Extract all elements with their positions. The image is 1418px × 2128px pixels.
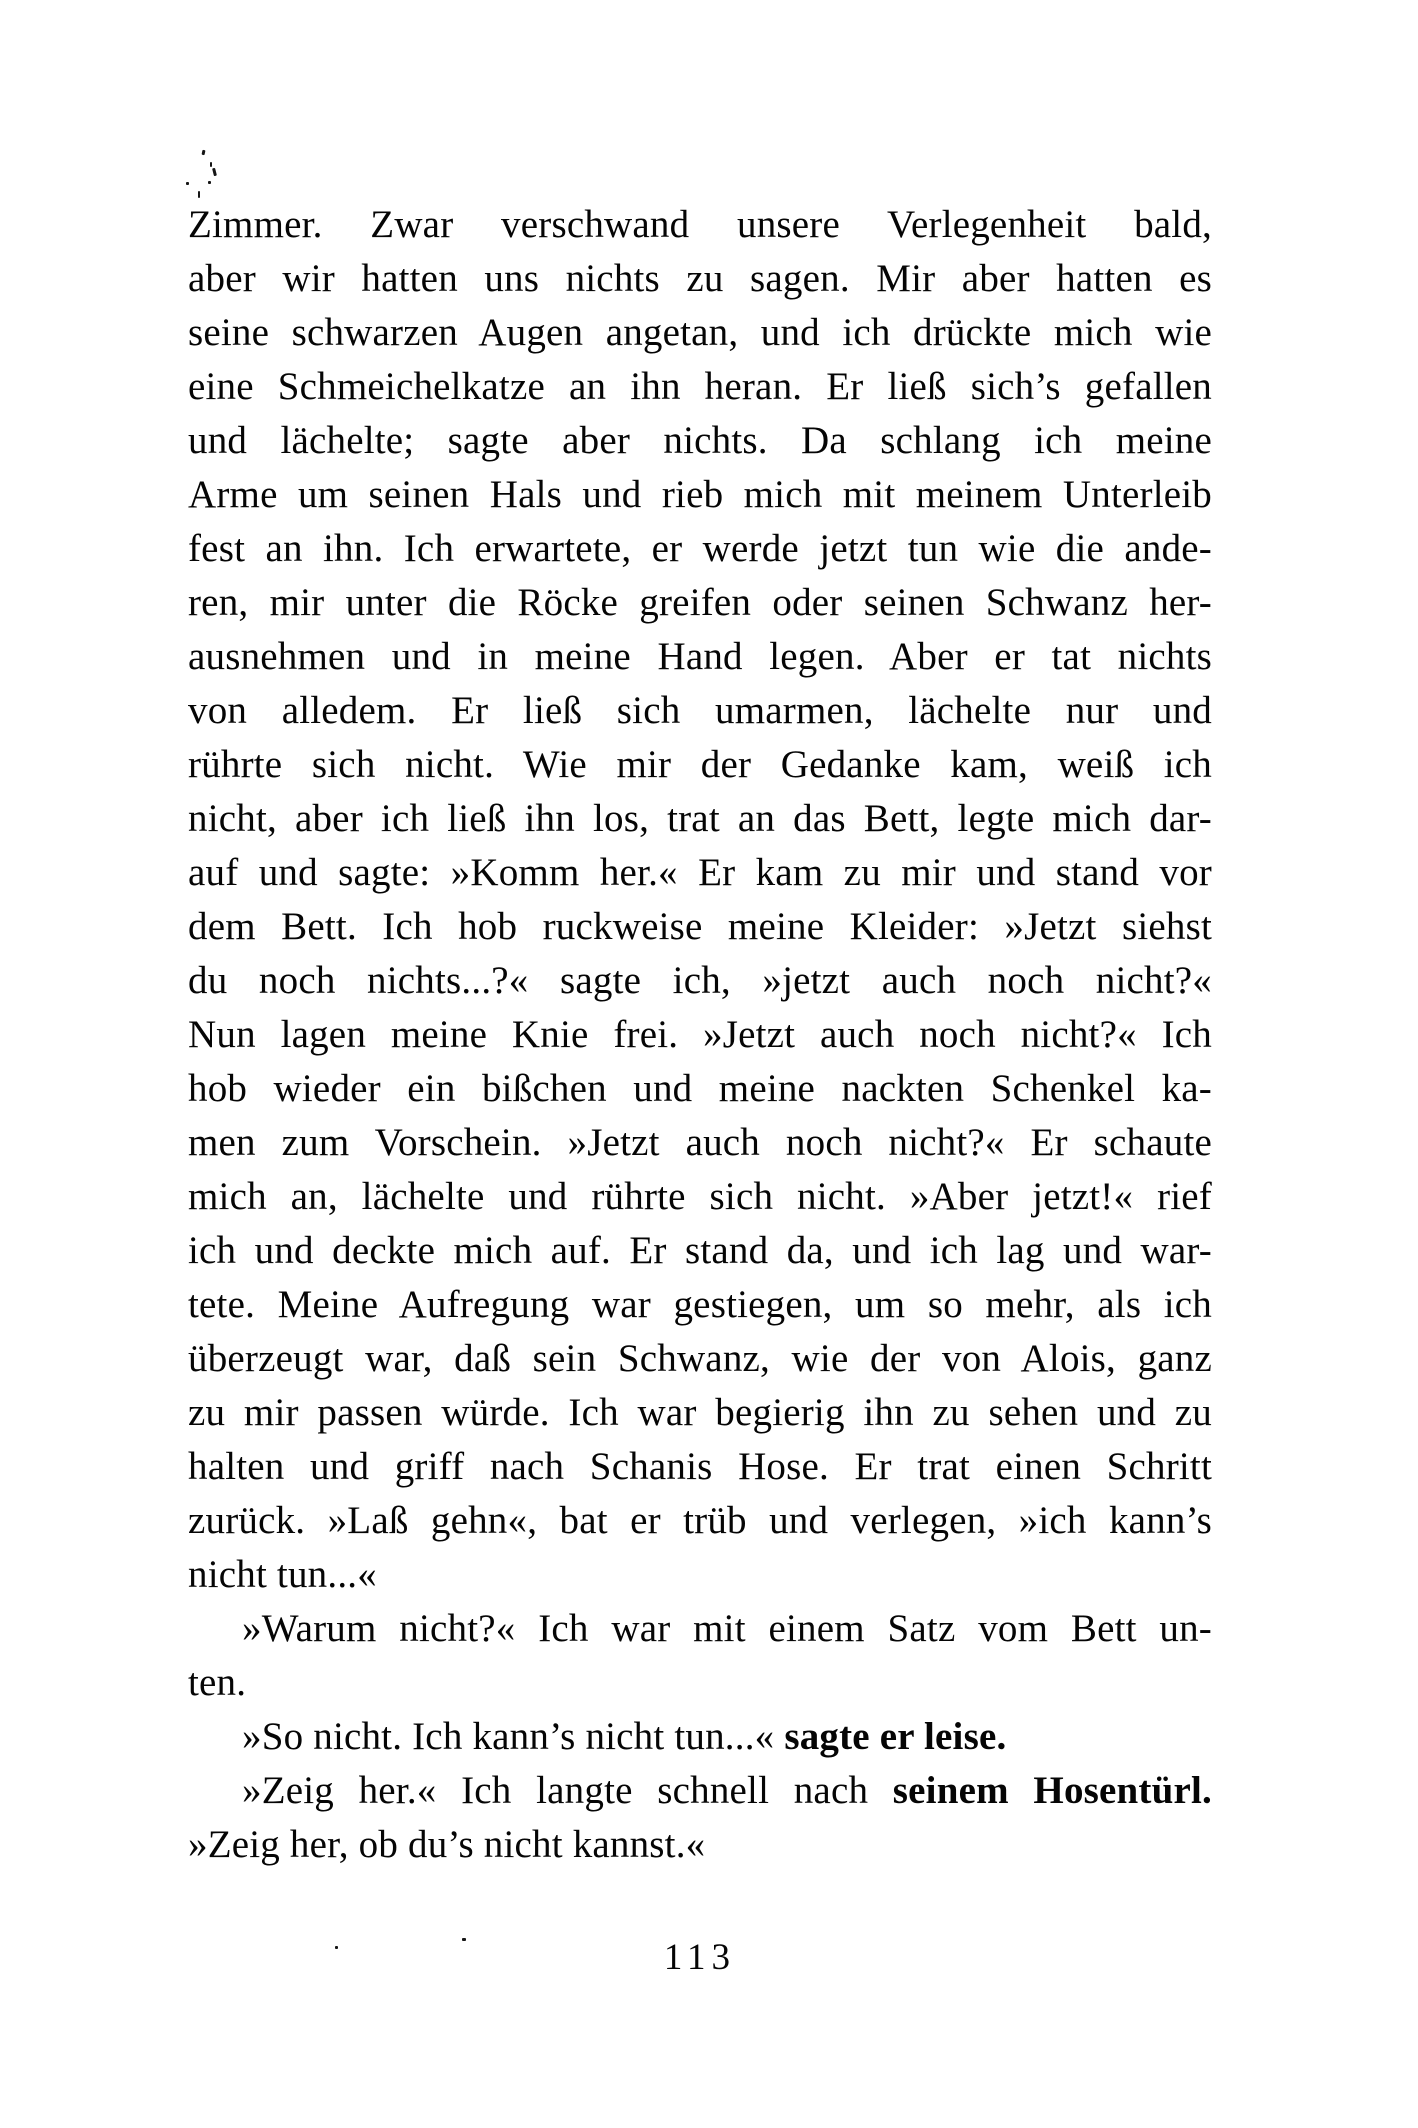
text-line: [188, 954, 1212, 1008]
page-text-block: [188, 198, 1212, 1872]
text-run: Zimmer. Zwar verschwand unsere Verlegenheit bald,: [188, 203, 1212, 246]
text-run: und lächelte; sagte aber nichts. Da schlang ich meine: [188, 419, 1212, 462]
text-line: [188, 1008, 1212, 1062]
text-line: [188, 1440, 1212, 1494]
ink-speck: [198, 191, 200, 198]
text-run: ten.: [188, 1661, 247, 1704]
text-line: [188, 1656, 1212, 1710]
text-line: [188, 522, 1212, 576]
text-run: nicht, aber ich ließ ihn los, trat an das Bett, legte mich dar-: [188, 797, 1212, 840]
ink-speck: [210, 162, 212, 167]
text-run: »Warum nicht?« Ich war mit einem Satz vom Bett un-: [242, 1607, 1212, 1650]
text-line: [188, 1494, 1212, 1548]
text-line: [188, 684, 1212, 738]
text-line: [188, 252, 1212, 306]
text-run: von alledem. Er ließ sich umarmen, lächelte nur und: [188, 689, 1212, 732]
text-run: ausnehmen und in meine Hand legen. Aber er tat nichts: [188, 635, 1212, 678]
text-run: ich und deckte mich auf. Er stand da, und ich lag und war-: [188, 1229, 1212, 1272]
text-run: tete. Meine Aufregung war gestiegen, um so mehr, als ich: [188, 1283, 1212, 1326]
text-run: nicht tun...«: [188, 1553, 377, 1596]
text-line: [188, 1548, 1212, 1602]
text-run: ren, mir unter die Röcke greifen oder seinen Schwanz her-: [188, 581, 1212, 624]
text-run: »Zeig her.« Ich langte schnell nach: [242, 1769, 893, 1812]
text-run: Nun lagen meine Knie frei. »Jetzt auch noch nicht?« Ich: [188, 1013, 1212, 1056]
text-line: [188, 414, 1212, 468]
text-run: eine Schmeichelkatze an ihn heran. Er ließ sich’s gefallen: [188, 365, 1212, 408]
text-line: [188, 1602, 1212, 1656]
text-run: zu mir passen würde. Ich war begierig ihn zu sehen und zu: [188, 1391, 1212, 1434]
text-run: rührte sich nicht. Wie mir der Gedanke kam, weiß ich: [188, 743, 1212, 786]
text-run: aber wir hatten uns nichts zu sagen. Mir aber hatten es: [188, 257, 1212, 300]
text-line: [188, 1764, 1212, 1818]
text-line: [188, 198, 1212, 252]
text-run: auf und sagte: »Komm her.« Er kam zu mir und stand vor: [188, 851, 1212, 894]
text-run: Arme um seinen Hals und rieb mich mit meinem Unterleib: [188, 473, 1212, 516]
text-line: [188, 1386, 1212, 1440]
text-run: überzeugt war, daß sein Schwanz, wie der von Alois, ganz: [188, 1337, 1212, 1380]
text-run-bold: sagte er leise.: [784, 1715, 1007, 1758]
text-line: [188, 738, 1212, 792]
text-run: mich an, lächelte und rührte sich nicht. »Aber jetzt!« rief: [188, 1175, 1212, 1218]
text-line: [188, 468, 1212, 522]
page-number: 113: [663, 1937, 737, 1978]
text-line: [188, 630, 1212, 684]
text-run-bold: seinem Hosentürl.: [892, 1769, 1212, 1812]
text-line: [188, 1710, 1212, 1764]
ink-speck: [212, 168, 217, 176]
text-line: [188, 1116, 1212, 1170]
ink-speck: [186, 182, 189, 185]
text-line: [188, 1224, 1212, 1278]
text-run: »Zeig her, ob du’s nicht kannst.«: [188, 1823, 706, 1866]
ink-speck: [208, 181, 211, 184]
text-run: fest an ihn. Ich erwartete, er werde jetzt tun wie die ande-: [188, 527, 1212, 570]
text-line: [188, 1278, 1212, 1332]
text-line: [188, 792, 1212, 846]
text-run: dem Bett. Ich hob ruckweise meine Kleider: »Jetzt siehst: [188, 905, 1212, 948]
text-line: [188, 1170, 1212, 1224]
text-run: »So nicht. Ich kann’s nicht tun...«: [242, 1715, 785, 1758]
text-run: halten und griff nach Schanis Hose. Er trat einen Schritt: [188, 1445, 1212, 1488]
text-line: [188, 846, 1212, 900]
text-run: zurück. »Laß gehn«, bat er trüb und verlegen, »ich kann’s: [188, 1499, 1212, 1542]
text-run: men zum Vorschein. »Jetzt auch noch nicht?« Er schaute: [188, 1121, 1212, 1164]
text-line: [188, 360, 1212, 414]
text-run: du noch nichts...?« sagte ich, »jetzt auch noch nicht?«: [188, 959, 1212, 1002]
text-line: [188, 1818, 1212, 1872]
text-run: hob wieder ein bißchen und meine nackten Schenkel ka-: [188, 1067, 1212, 1110]
text-line: [188, 900, 1212, 954]
text-line: [188, 306, 1212, 360]
text-line: [188, 1332, 1212, 1386]
text-line: [188, 1062, 1212, 1116]
ink-speck: [202, 150, 206, 156]
text-run: seine schwarzen Augen angetan, und ich drückte mich wie: [188, 311, 1212, 354]
text-line: [188, 576, 1212, 630]
